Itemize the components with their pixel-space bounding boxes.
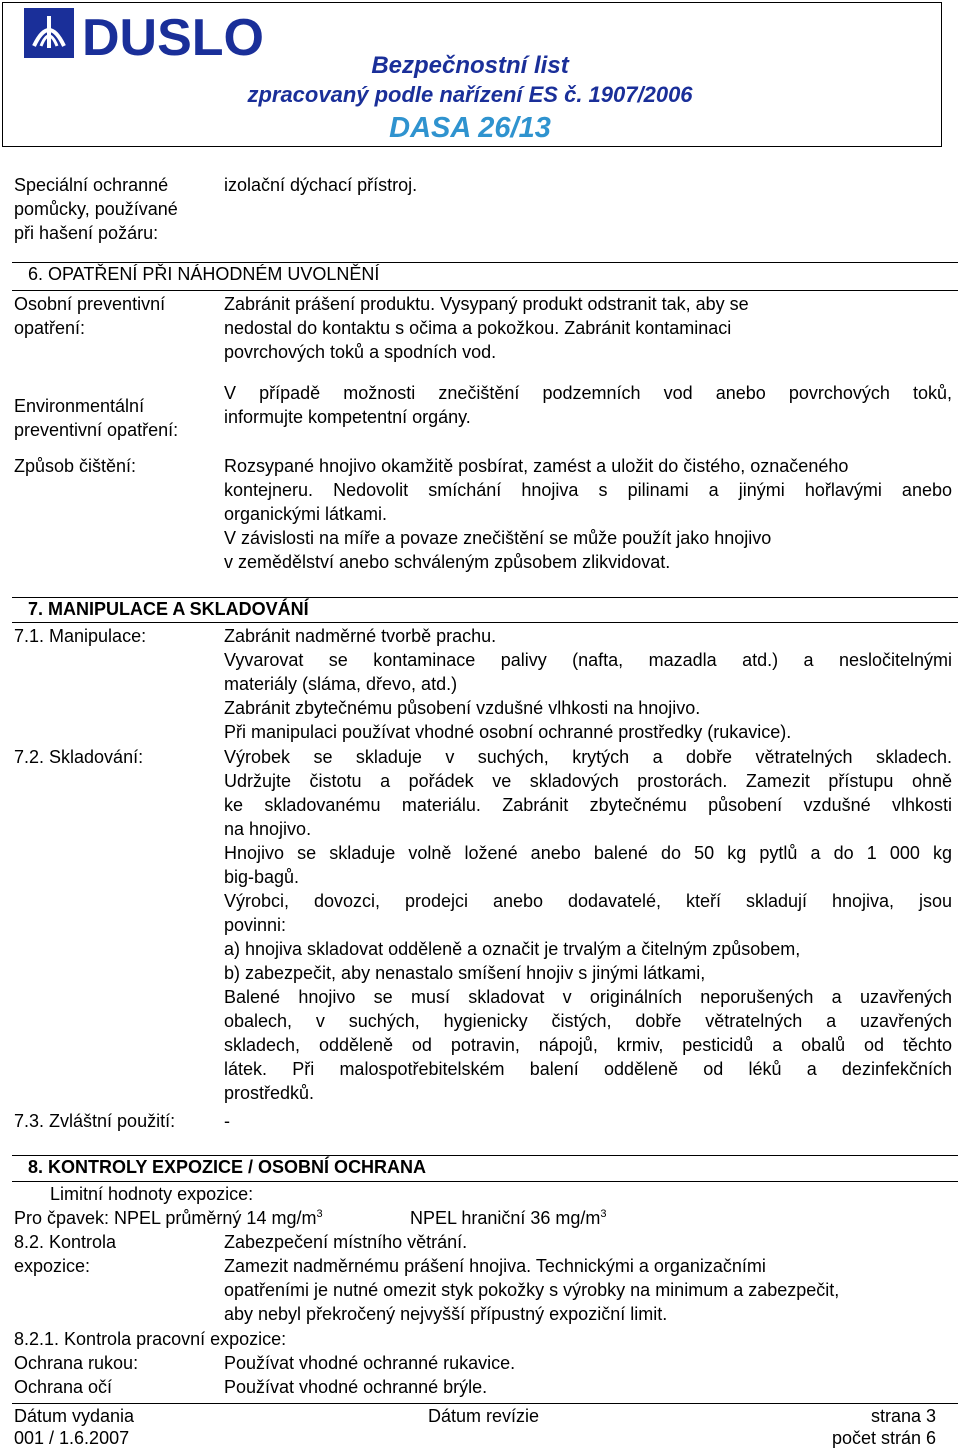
personal-precautions-text: Zabránit prášení produktu. Vysypaný produkt odstranit tak, aby se nedostal do kontaktu s očima a pokožkou. Zabránit kontaminaci povrchových toků a spodních vod.: [224, 294, 749, 362]
special-equipment-text: izolační dýchací přístroj.: [224, 175, 418, 195]
brand-name: DUSLO: [82, 9, 264, 67]
section-8-title: 8. KONTROLY EXPOZICE / OSOBNÍ OCHRANA: [28, 1157, 427, 1177]
hand-protection-value: Používat vhodné ochranné rukavice.: [224, 1353, 516, 1373]
ammonia-peak-limit: NPEL hraniční 36 $mg/m^3$: [410, 1208, 607, 1228]
environmental-precautions-label: Environmentální preventivní opatření:: [14, 396, 179, 440]
section-7-rule-top: [12, 597, 958, 598]
revision-date-label: Dátum revízie: [428, 1406, 540, 1426]
environmental-precautions-text: V případě možnosti znečištění podzemních vod anebo povrchových toků, informujte kompetentní orgány.: [224, 383, 952, 427]
hand-protection-label: Ochrana rukou:: [14, 1353, 139, 1373]
duslo-logo-icon: [24, 6, 264, 67]
ammonia-average-limit: Pro čpavek: NPEL průměrný 14 $mg/m^3$: [14, 1208, 323, 1228]
section-6-rule-top: [12, 262, 958, 263]
eye-protection-value: Používat vhodné ochranné brýle.: [224, 1377, 488, 1397]
handling-text: Zabránit nadměrné tvorbě prachu. Vyvarovat se kontaminace palivy (nafta, mazadla atd.) a nesločitelnými materiály (sláma, dřevo, atd.) Zabránit zbytečnému působení vzdušné vlhkosti na hnojivo. Při manipulaci používat vhodné osobní ochranné prostředky (rukavice).: [224, 626, 952, 742]
section-7-rule-bottom: [12, 622, 958, 623]
cleanup-text: Rozsypané hnojivo okamžitě posbírat, zamést a uložit do čistého, označeného kontejneru. Nedovolit smíchání hnojiva s pilinami a jinými hořlavými anebo organickými látkami. V závislosti na míře a povaze znečištění se může použít jako hnojivo v zemědělství anebo schváleným způsobem zlikvidovat.: [224, 456, 952, 572]
eye-protection-label: Ochrana očí: [14, 1377, 113, 1397]
personal-precautions-label: Osobní preventivní opatření:: [14, 294, 166, 338]
duslo-logo: [24, 6, 264, 67]
section-6-title: 6. OPATŘENÍ PŘI NÁHODNÉM UVOLNĚNÍ: [28, 264, 380, 284]
special-equipment-label: Speciální ochranné pomůcky, používané při hašení požáru:: [14, 175, 178, 243]
special-use-value: -: [224, 1111, 230, 1131]
issue-date-value: 001 / 1.6.2007: [14, 1428, 130, 1448]
exposure-control-label: 8.2. Kontrola expozice:: [14, 1232, 117, 1276]
storage-label: 7.2. Skladování:: [14, 747, 144, 767]
exposure-control-text: Zabezpečení místního větrání. Zamezit nadměrnému prášení hnojiva. Technickými a organizačními opatřeními je nutné omezit styk pokožky s výrobky na minimum a zabezpečit, aby nebyl překročený nejvyšší přípustný expoziční limit.: [224, 1232, 840, 1324]
storage-text: Výrobek se skladuje v suchých, krytých a dobře větratelných skladech. Udržujte čistotu a pořádek ve skladových prostorách. Zamezit přístupu ohně ke skladovanému materiálu. Zabránit zbytečnému působení vzdušné vlhkosti na hnojivo. Hnojivo se skladuje volně ložené anebo balené do 50 kg pytlů a do 1 000 kg big-bagů. Výrobci, dovozci, prodejci anebo dodavatelé, kteří skladují hnojiva, jsou povinni: a) hnojiva skladovat odděleně a označit je trvalým a čitelným způsobem, b) zabezpečit, aby nenastalo smíšení hnojiv s jinými látkami, Balené hnojivo se musí skladovat v originálních neporušených a uzavřených obalech, v suchých, hygienicky čistých, dobře větratelných a uzavřených skladech, odděleně od potravin, nápojů, krmiv, pesticidů a obalů od těchto látek. Při malospotřebitelském balení odděleně od léků a dezinfekčních prostředků.: [224, 747, 952, 1103]
exposure-limits-label: Limitní hodnoty expozice:: [50, 1184, 254, 1204]
document-title: Bezpečnostní list: [371, 52, 569, 79]
handling-label: 7.1. Manipulace:: [14, 626, 147, 646]
cleanup-label: Způsob čištění:: [14, 456, 137, 476]
product-name: DASA 26/13: [389, 112, 551, 144]
page-count: počet strán 6: [831, 1428, 936, 1448]
document-subtitle: zpracovaný podle nařízení ES č. 1907/2006: [247, 82, 693, 107]
footer-rule: [12, 1403, 958, 1404]
page-number: strana 3: [870, 1406, 936, 1426]
special-use-label: 7.3. Zvláštní použití:: [14, 1111, 176, 1131]
workplace-exposure-label: 8.2.1. Kontrola pracovní expozice:: [14, 1329, 287, 1349]
section-7-title: 7. MANIPULACE A SKLADOVÁNÍ: [28, 599, 309, 619]
issue-date-label: Dátum vydania: [14, 1406, 135, 1426]
section-8-rule-top: [12, 1155, 958, 1156]
section-6-rule-bottom: [12, 290, 958, 291]
